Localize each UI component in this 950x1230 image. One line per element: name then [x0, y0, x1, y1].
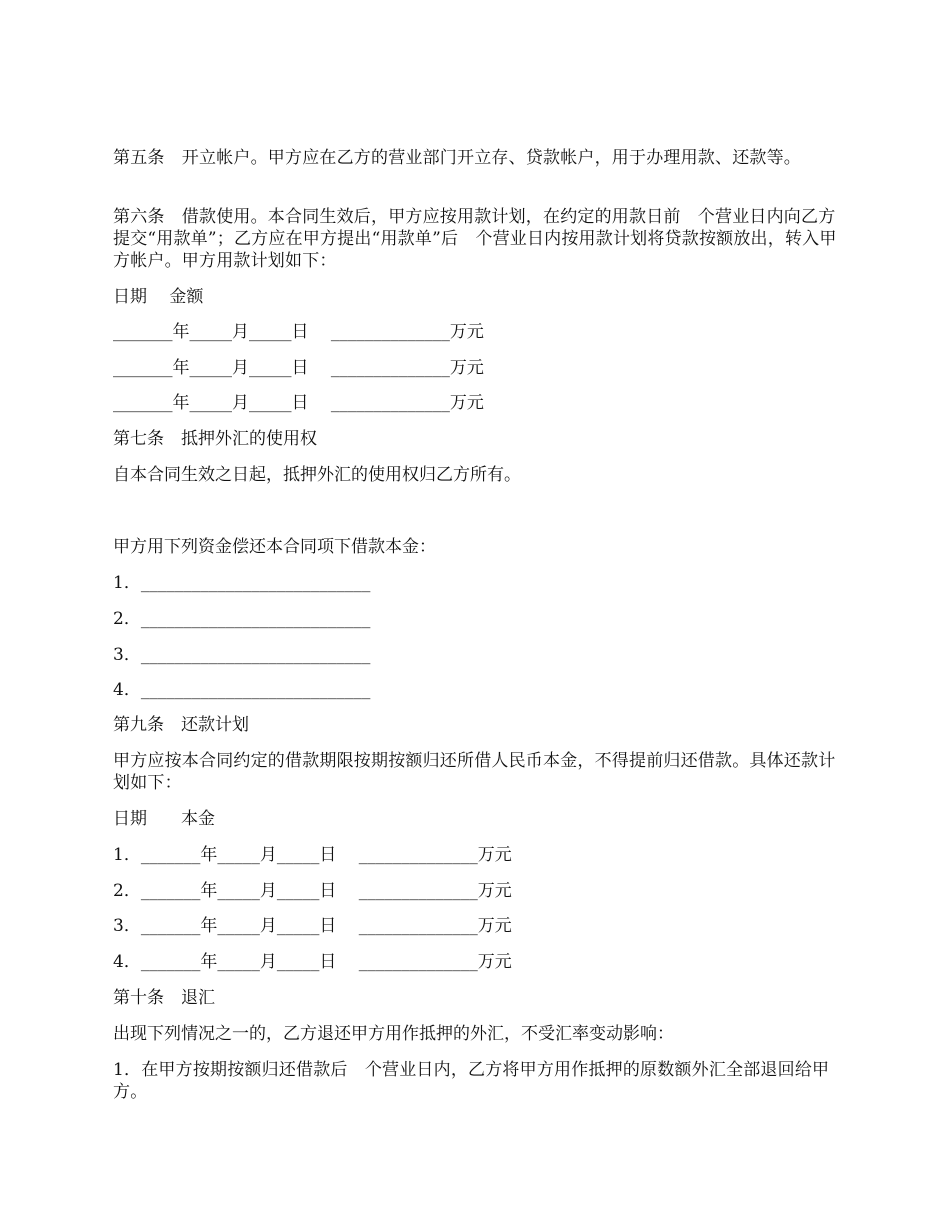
plan-row: _______年_____月_____日 ______________万元: [113, 322, 484, 342]
funds-item: 3．___________________________: [113, 645, 371, 665]
article-6-paragraph: 第六条 借款使用。本合同生效后，甲方应按用款计划，在约定的用款日前 个营业日内向乙方提交“用款单”；乙方应在甲方提出“用款单”后 个营业日内按用款计划将贷款按额放出，转入甲方帐户。甲方用款计划如下：: [113, 207, 837, 271]
article-7-text: 自本合同生效之日起，抵押外汇的使用权归乙方所有。: [113, 465, 521, 485]
article-7-title: 第七条 抵押外汇的使用权: [113, 429, 317, 449]
repay-row: 1．_______年_____月_____日 ______________万元: [113, 845, 512, 865]
repay-row: 4．_______年_____月_____日 ______________万元: [113, 952, 512, 972]
article-9-paragraph: 甲方应按本合同约定的借款期限按期按额归还所借人民币本金，不得提前归还借款。具体还款计划如下：: [113, 751, 836, 793]
repay-row: 3．_______年_____月_____日 ______________万元: [113, 916, 512, 936]
article-10-item-1: 1．在甲方按期按额归还借款后 个营业日内，乙方将甲方用作抵押的原数额外汇全部退回给甲方。: [113, 1060, 830, 1102]
article-10-text: 出现下列情况之一的，乙方退还甲方用作抵押的外汇，不受汇率变动影响：: [113, 1024, 674, 1044]
article-10-title: 第十条 退汇: [113, 988, 215, 1008]
article-9-title: 第九条 还款计划: [113, 715, 249, 735]
funds-intro: 甲方用下列资金偿还本合同项下借款本金：: [113, 537, 436, 557]
funds-item: 1．___________________________: [113, 573, 371, 593]
funds-item: 4．___________________________: [113, 680, 371, 700]
repay-table-header: 日期 本金: [113, 809, 215, 829]
plan-row: _______年_____月_____日 ______________万元: [113, 393, 484, 413]
plan-row: _______年_____月_____日 ______________万元: [113, 358, 484, 378]
article-5-paragraph: 第五条 开立帐户。甲方应在乙方的营业部门开立存、贷款帐户，用于办理用款、还款等。: [113, 148, 801, 168]
plan-table-header: 日期 金额: [113, 287, 204, 307]
funds-item: 2．___________________________: [113, 609, 371, 629]
repay-row: 2．_______年_____月_____日 ______________万元: [113, 881, 512, 901]
